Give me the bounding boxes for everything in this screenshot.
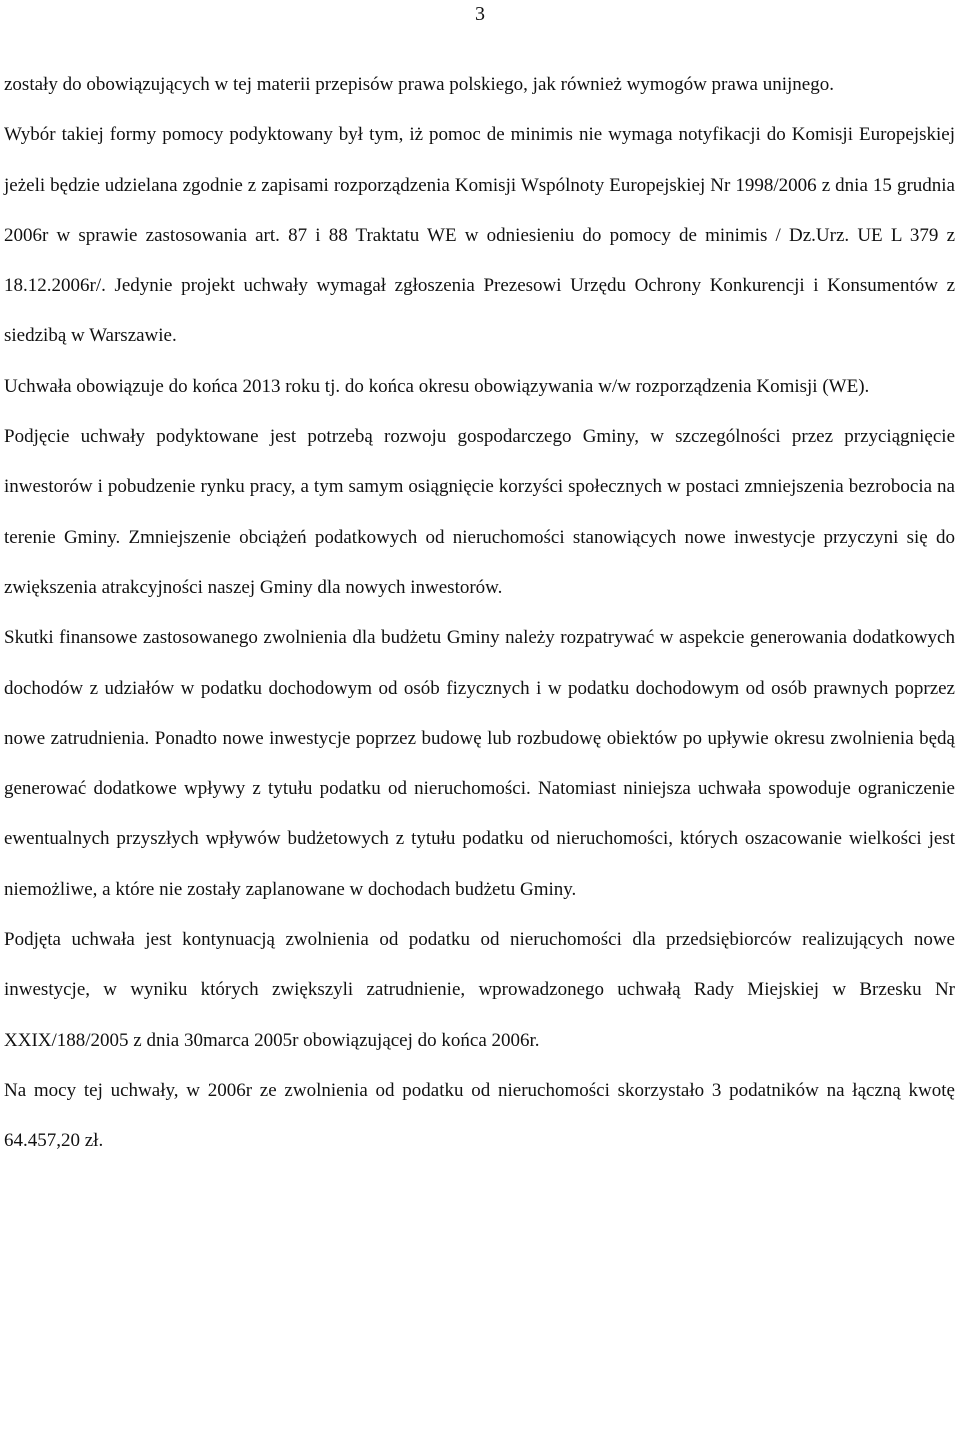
paragraph-de-minimis-aid: Wybór takiej formy pomocy podyktowany był tym, iż pomoc de minimis nie wymaga notyfikacji do Komisji Europejskiej jeżeli będzie udzielana zgodnie z zapisami rozporządzenia Komisji Wspólnoty Europejskiej Nr 1998/2006 z dnia 15 grudnia 2006r w sprawie zastosowania art. 87 i 88 Traktatu WE w odniesieniu do pomocy de minimis / Dz.Urz. UE L 379 z 18.12.2006r/. Jedynie projekt uchwały wymagał zgłoszenia Prezesowi Urzędu Ochrony Konkurencji i Konsumentów z siedzibą w Warszawie. <box>4 124 955 347</box>
paragraph-purpose: Podjęcie uchwały podyktowane jest potrzebą rozwoju gospodarczego Gminy, w szczególności przez przyciągnięcie inwestorów i pobudzenie rynku pracy, a tym samym osiągnięcie korzyści społecznych w postaci zmniejszenia bezrobocia na terenie Gminy. Zmniejszenie obciążeń podatkowych od nieruchomości stanowiących nowe inwestycje przyczyni się do zwiększenia atrakcyjności naszej Gminy dla nowych inwestorów. <box>4 426 955 598</box>
body-text <box>4 60 955 1167</box>
page-number: 3 <box>475 3 485 25</box>
paragraph-validity-period: Uchwała obowiązuje do końca 2013 roku tj. do końca okresu obowiązywania w/w rozporządzenia Komisji (WE). <box>4 375 870 397</box>
paragraph-financial-effects: Skutki finansowe zastosowanego zwolnienia dla budżetu Gminy należy rozpatrywać w aspekcie generowania dodatkowych dochodów z udziałów w podatku dochodowym od osób fizycznych i w podatku dochodowym od osób prawnych poprzez nowe zatrudnienia. Ponadto nowe inwestycje poprzez budowę lub rozbudowę obiektów po upływie okresu zwolnienia będą generować dodatkowe wpływy z tytułu podatku od nieruchomości. Natomiast niniejsza uchwała spowoduje ograniczenie ewentualnych przyszłych wpływów budżetowych z tytułu podatku od nieruchomości, których oszacowanie wielkości jest niemożliwe, a które nie zostały zaplanowane w dochodach budżetu Gminy. <box>4 627 955 900</box>
paragraph-continuation: Podjęta uchwała jest kontynuacją zwolnienia od podatku od nieruchomości dla przedsiębiorców realizujących nowe inwestycje, w wyniku których zwiększyli zatrudnienie, wprowadzonego uchwałą Rady Miejskiej w Brzesku Nr XXIX/188/2005 z dnia 30marca 2005r obowiązującej do końca 2006r. <box>4 929 955 1051</box>
paragraph-beneficiaries: Na mocy tej uchwały, w 2006r ze zwolnienia od podatku od nieruchomości skorzystało 3 podatników na łączną kwotę 64.457,20 zł. <box>4 1079 955 1152</box>
paragraph-legal-compliance: zostały do obowiązujących w tej materii przepisów prawa polskiego, jak również wymogów prawa unijnego. <box>4 74 834 95</box>
